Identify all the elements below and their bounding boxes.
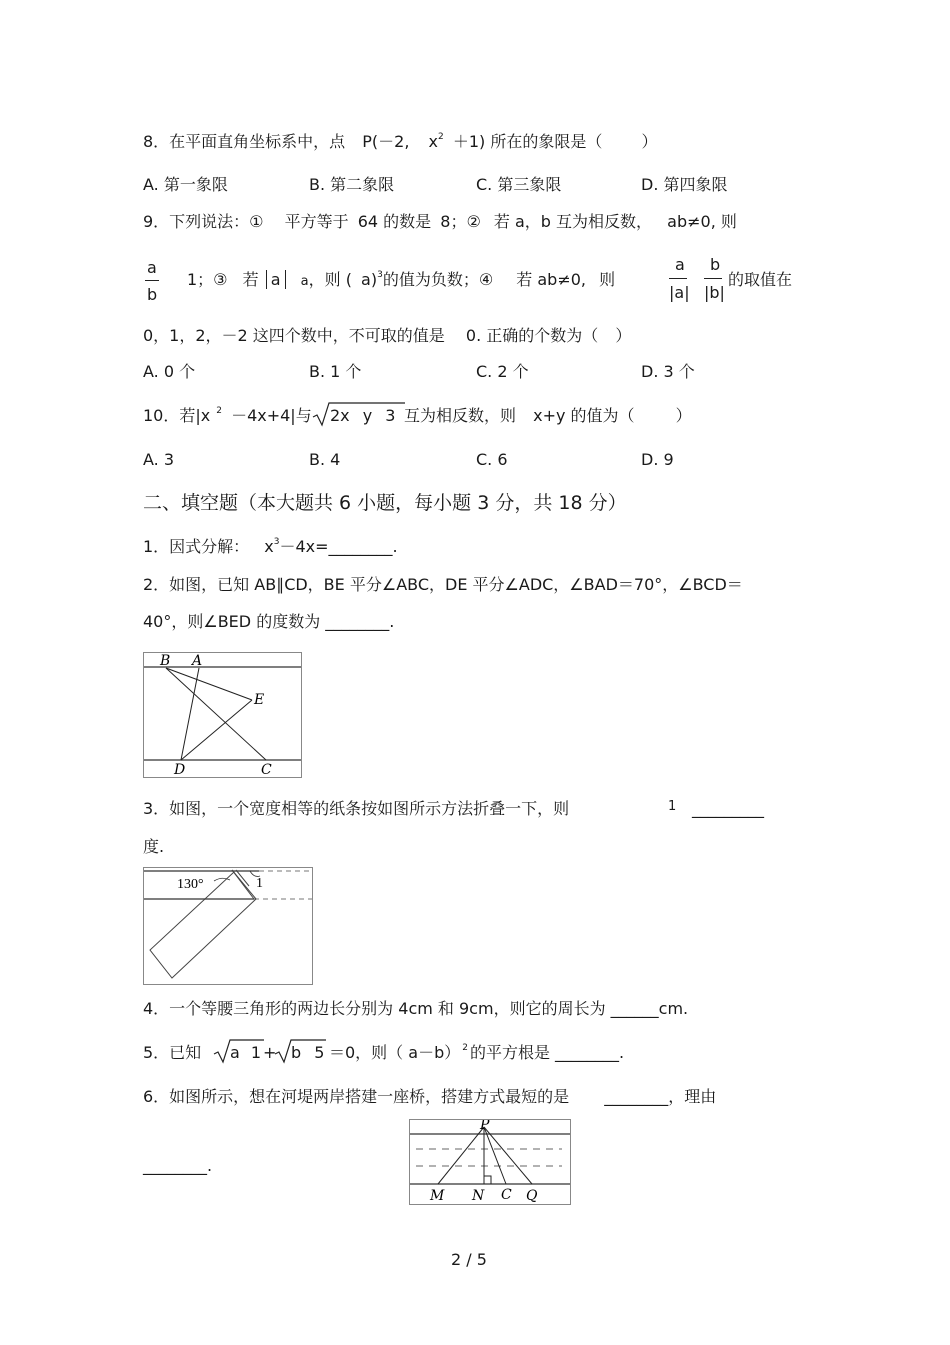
page-number: 2 / 5 [451,1250,487,1269]
q9-option-d: D. 3 个 [641,362,695,381]
label-c: C [261,762,272,777]
f6-blank2: ________. [143,1156,213,1175]
f3-blank: _________ [692,799,764,818]
figure-parallel-bisectors [143,652,302,778]
label-e: E [254,692,265,708]
q9-quzhi: 的取值在 [728,270,793,289]
f3-one: 1 [668,799,677,814]
f2-line1: 2．如图，已知 AB∥CD，BE 平分∠ABC，DE 平分∠ADC，∠BAD＝70°，∠BCD＝ [143,575,743,594]
f3-du: 度. [143,837,165,856]
label-m: M [430,1188,445,1204]
label-b: B [160,653,171,669]
label-a: A [192,653,203,669]
q9-frac2-den2: |b| [704,283,725,302]
label-1: 1 [256,876,263,891]
q9-frac-bar [145,280,159,281]
q9-option-c: C. 2 个 [476,362,529,381]
q10-option-d: D. 9 [641,450,674,469]
q9-line1: 9．下列说法：① 平方等于 64 的数是 8；② 若 a，b 互为相反数， ab≠0, 则 [143,212,737,231]
figure-parallel-bisectors-drawing [144,653,301,777]
q8-option-b: B. 第二象限 [309,175,395,194]
f5-radicand-2: b 5 [291,1043,325,1062]
f6-line1: 6．如图所示，想在河堤两岸搭建一座桥，搭建方式最短的是 ________，理由 [143,1087,717,1106]
f4-text: 4．一个等腰三角形的两边长分别为 4cm 和 9cm，则它的周长为 ______cm. [143,999,689,1018]
q8-option-a: A. 第一象限 [143,175,228,194]
q9-frac2-bar2 [704,278,722,279]
q9-frac-den: b [147,285,158,304]
q9-option-a: A. 0 个 [143,362,196,381]
q8-stem: 8．在平面直角坐标系中，点 P(－2, $x^2 +1$) 所在的象限是（ ） [143,132,658,151]
f2-line2: 40°，则∠BED 的度数为 ________. [143,612,395,631]
q9-line3: 0，1，2，－2 这四个数中，不可取的值是 0. 正确的个数为（ ） [143,326,632,345]
q8-option-c: C. 第三象限 [476,175,562,194]
q9-frac-num: a [147,258,157,277]
q10-option-b: B. 4 [309,450,341,469]
f5-rest: ＝0，则（ a－b） $^2$ 的平方根是 ________. [329,1043,625,1062]
q10-option-c: C. 6 [476,450,508,469]
f3-line1: 3．如图，一个宽度相等的纸条按如图所示方法折叠一下，则 [143,799,570,818]
f5-radicand-1: a 1 [230,1043,262,1062]
label-n: N [472,1188,485,1204]
figure-bridge-drawing [410,1120,570,1204]
label-c2: C [501,1187,512,1203]
f5-prefix: 5．已知 [143,1043,202,1062]
label-p: P [480,1120,490,1133]
label-d: D [174,762,186,777]
q10-option-a: A. 3 [143,450,175,469]
q10-rest: 互为相反数，则 x+y 的值为（ ） [404,406,692,425]
q9-frac2-num2: b [710,255,721,274]
q10-radicand: 2x y 3 [330,406,396,425]
label-130: 130° [177,877,204,892]
q10-stem: 10．若|x $^2$ －4x+4|与 [143,406,312,425]
q9-option-b: B. 1 个 [309,362,362,381]
f1-text: 1．因式分解： $x^3-4x=\_\_\_\_\_\_\_\_$. [143,537,398,556]
figure-folded-strip [143,867,313,985]
q9-line2: 1；③ 若 a a，则 ( a)$^3$的值为负数；④ 若 ab≠0, 则 [187,270,616,289]
label-q: Q [526,1188,538,1204]
figure-bridge [409,1119,571,1205]
section-2-heading: 二、填空题（本大题共 6 小题，每小题 3 分，共 18 分） [143,492,627,514]
f5-plus: + [263,1043,277,1062]
q9-frac2-bar1 [669,278,687,279]
q9-frac2-den1: |a| [669,283,690,302]
q8-option-d: D. 第四象限 [641,175,728,194]
q9-frac2-num1: a [675,255,685,274]
figure-folded-strip-drawing [144,868,312,984]
